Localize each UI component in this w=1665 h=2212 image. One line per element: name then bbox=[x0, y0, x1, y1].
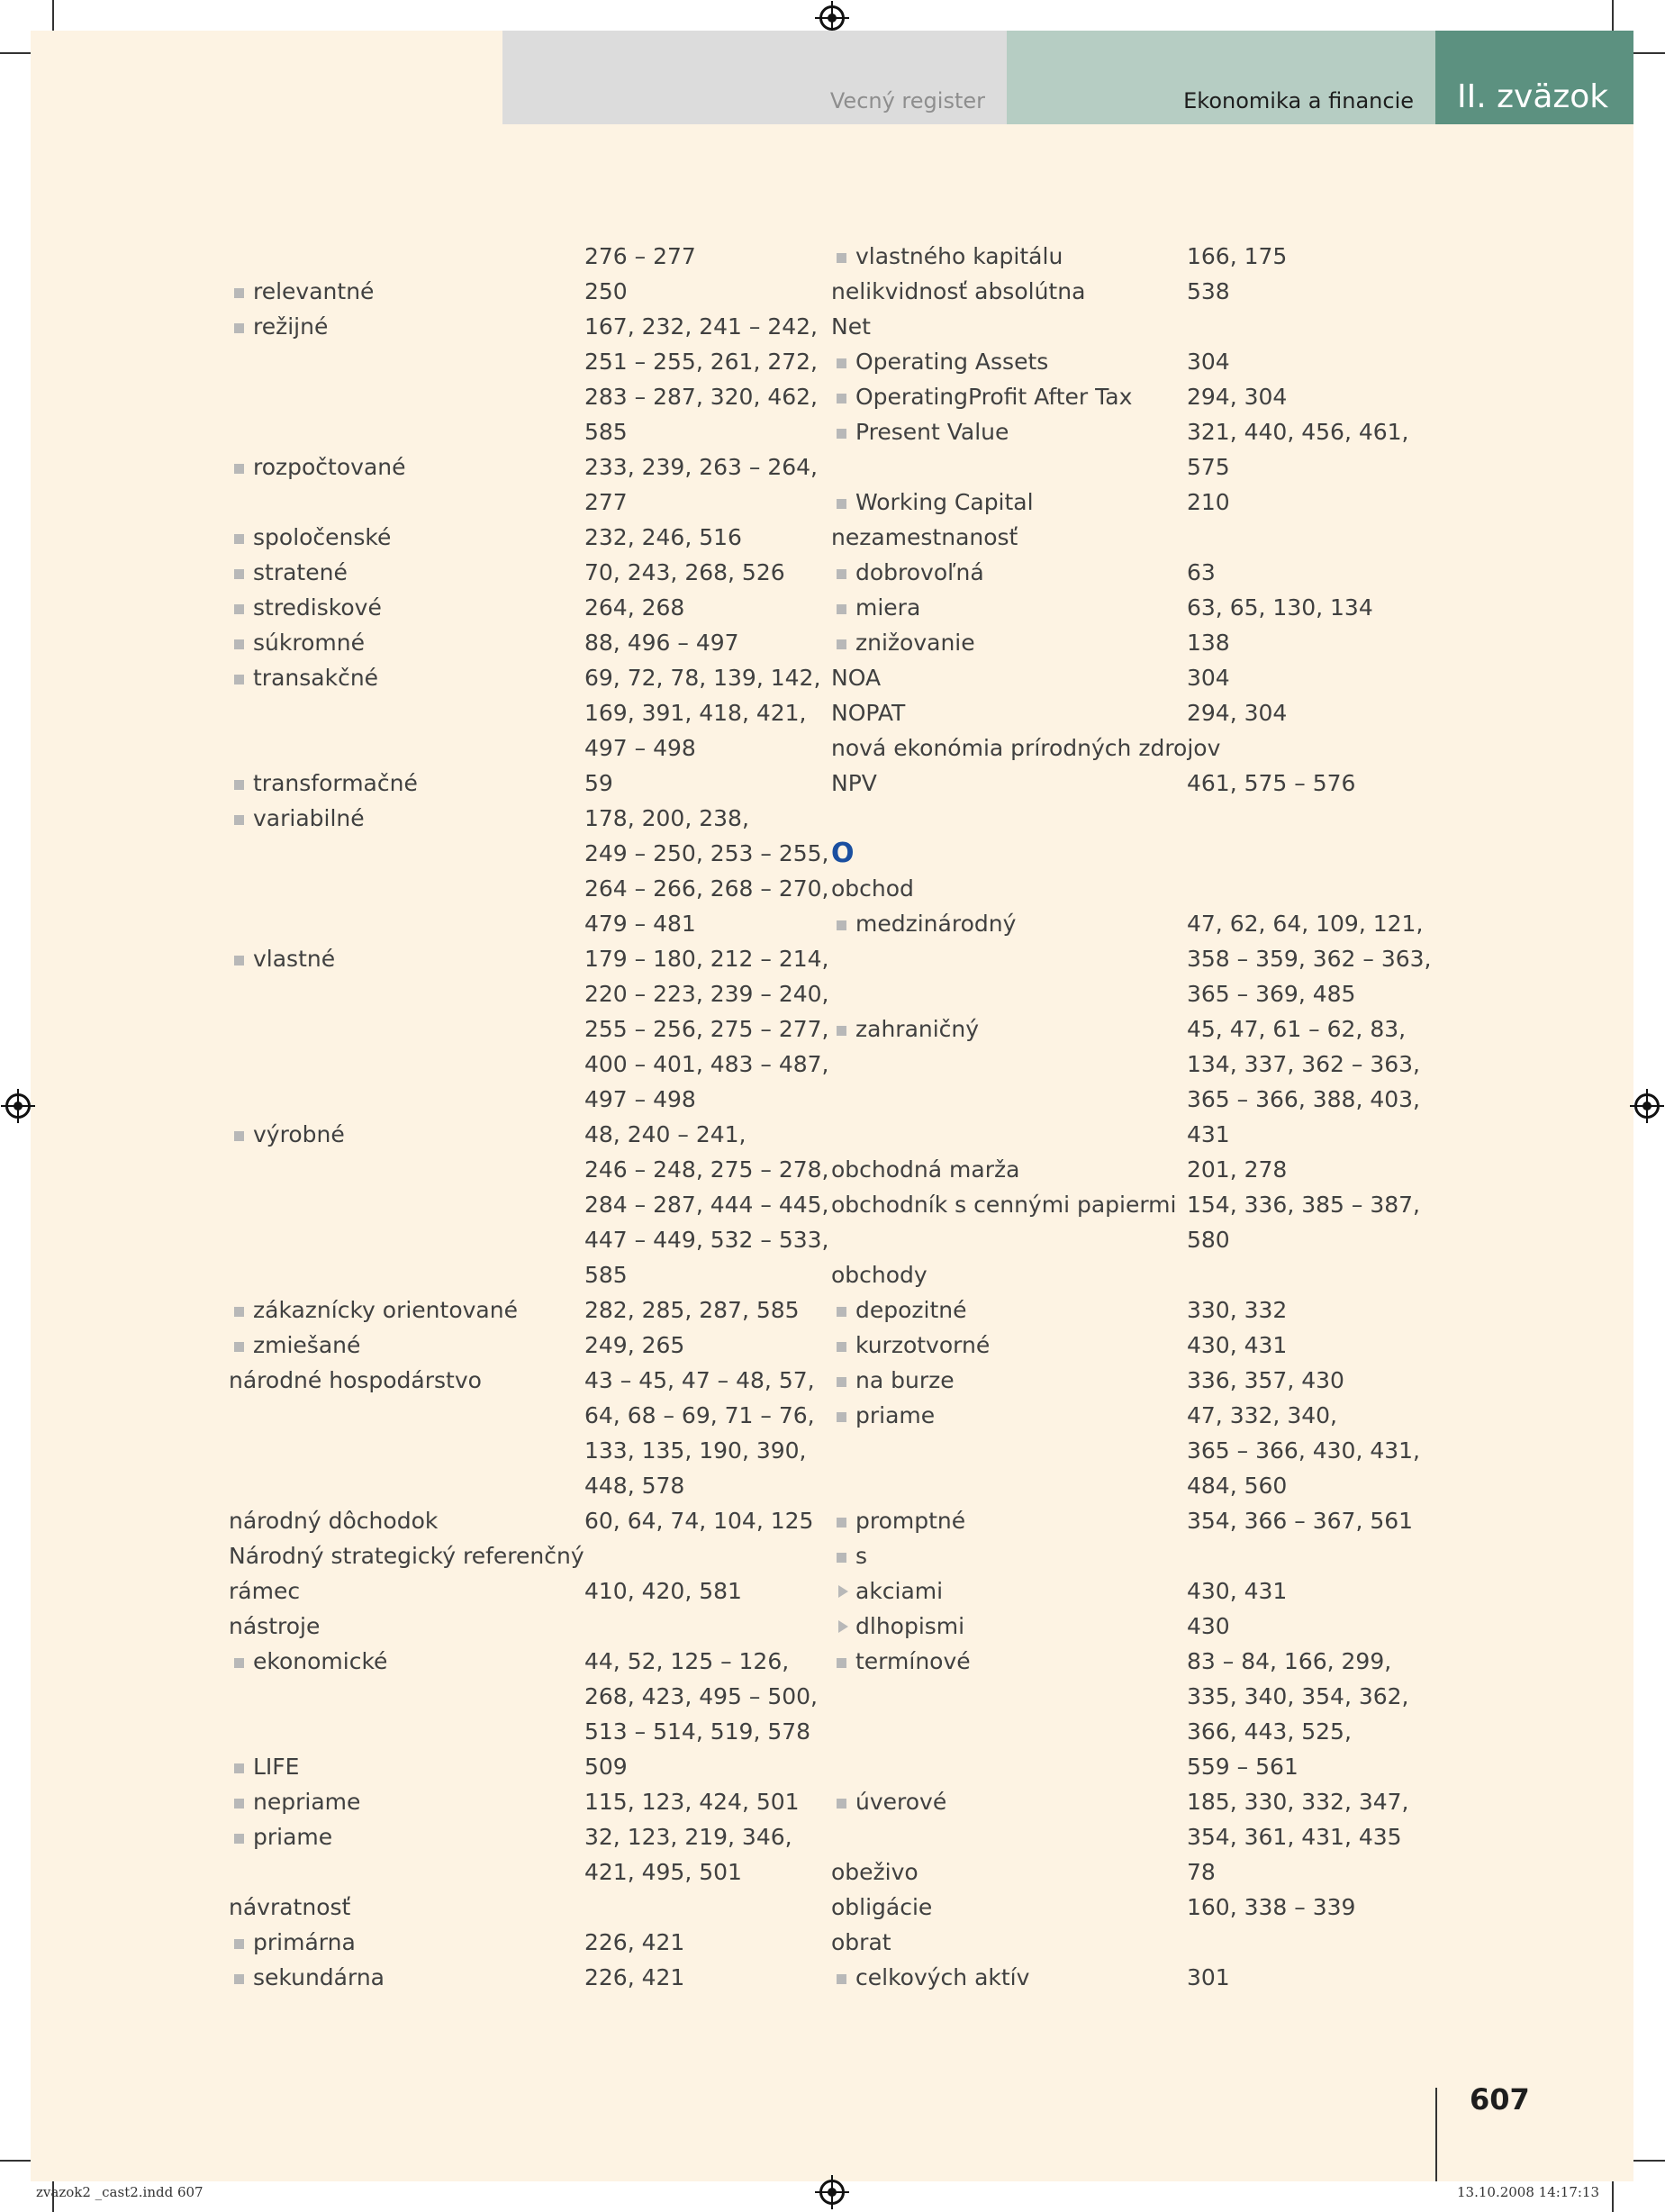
header-subject-tab bbox=[1007, 31, 1435, 124]
header-section-title: Vecný register bbox=[829, 88, 985, 113]
index-pages: 264 – 266, 268 – 270, bbox=[584, 875, 829, 902]
index-term: rámec bbox=[229, 1578, 301, 1604]
index-term: medzinárodný bbox=[855, 911, 1017, 937]
index-pages: 133, 135, 190, 390, bbox=[584, 1437, 807, 1464]
index-term: celkových aktív bbox=[855, 1964, 1030, 1990]
index-pages: 365 – 366, 388, 403, bbox=[1187, 1086, 1420, 1112]
index-pages: 160, 338 – 339 bbox=[1187, 1894, 1356, 1920]
index-term: vlastné bbox=[253, 946, 336, 972]
index-term: nástroje bbox=[229, 1613, 321, 1639]
index-pages: 410, 420, 581 bbox=[584, 1578, 742, 1604]
index-pages: 255 – 256, 275 – 277, bbox=[584, 1016, 829, 1042]
index-pages: 447 – 449, 532 – 533, bbox=[584, 1227, 829, 1253]
index-pages: 233, 239, 263 – 264, bbox=[584, 454, 818, 480]
index-pages: 32, 123, 219, 346, bbox=[584, 1824, 792, 1850]
index-term: zákaznícky orientované bbox=[253, 1297, 518, 1323]
index-term: primárna bbox=[253, 1929, 356, 1955]
index-term: súkromné bbox=[253, 630, 365, 656]
index-term: transformačné bbox=[253, 770, 418, 796]
index-pages: 268, 423, 495 – 500, bbox=[584, 1683, 818, 1709]
index-term: návratnosť bbox=[229, 1894, 351, 1920]
index-pages: 226, 421 bbox=[584, 1929, 685, 1955]
index-pages: 64, 68 – 69, 71 – 76, bbox=[584, 1402, 815, 1428]
page-number: 607 bbox=[1470, 2082, 1530, 2117]
crop-mark bbox=[1612, 0, 1614, 31]
index-pages: 277 bbox=[584, 489, 628, 515]
registration-mark-icon bbox=[819, 2180, 845, 2205]
index-pages: 220 – 223, 239 – 240, bbox=[584, 981, 829, 1007]
index-pages: 580 bbox=[1187, 1227, 1230, 1253]
index-term: sekundárna bbox=[253, 1964, 385, 1990]
index-pages: 251 – 255, 261, 272, bbox=[584, 349, 818, 375]
registration-mark-icon bbox=[819, 5, 845, 31]
index-pages: 48, 240 – 241, bbox=[584, 1121, 747, 1147]
index-pages: 185, 330, 332, 347, bbox=[1187, 1789, 1409, 1815]
index-term: kurzotvorné bbox=[855, 1332, 991, 1358]
index-pages: 83 – 84, 166, 299, bbox=[1187, 1648, 1392, 1674]
index-pages: 575 bbox=[1187, 454, 1230, 480]
index-pages: 69, 72, 78, 139, 142, bbox=[584, 665, 821, 691]
index-pages: 283 – 287, 320, 462, bbox=[584, 384, 818, 410]
index-term: priame bbox=[253, 1824, 333, 1850]
index-pages: 365 – 366, 430, 431, bbox=[1187, 1437, 1420, 1464]
index-term: O bbox=[831, 838, 855, 869]
index-pages: 421, 495, 501 bbox=[584, 1859, 742, 1885]
index-pages: 138 bbox=[1187, 630, 1230, 656]
index-term: nepriame bbox=[253, 1789, 361, 1815]
index-pages: 134, 337, 362 – 363, bbox=[1187, 1051, 1420, 1077]
index-pages: 497 – 498 bbox=[584, 1086, 696, 1112]
index-pages: 336, 357, 430 bbox=[1187, 1367, 1344, 1393]
index-term: s bbox=[855, 1543, 868, 1569]
index-pages: 301 bbox=[1187, 1964, 1230, 1990]
index-term: ekonomické bbox=[253, 1648, 388, 1674]
index-pages: 304 bbox=[1187, 349, 1230, 375]
index-pages: 321, 440, 456, 461, bbox=[1187, 419, 1409, 445]
registration-mark-icon bbox=[1634, 1093, 1660, 1119]
index-term: miera bbox=[855, 594, 921, 621]
index-pages: 497 – 498 bbox=[584, 735, 696, 761]
index-term: obligácie bbox=[831, 1894, 933, 1920]
index-pages: 179 – 180, 212 – 214, bbox=[584, 946, 829, 972]
index-term: akciami bbox=[855, 1578, 944, 1604]
header-volume-tab bbox=[1435, 31, 1633, 124]
index-pages: 365 – 369, 485 bbox=[1187, 981, 1356, 1007]
index-pages: 154, 336, 385 – 387, bbox=[1187, 1192, 1420, 1218]
index-pages: 88, 496 – 497 bbox=[584, 630, 739, 656]
index-pages: 335, 340, 354, 362, bbox=[1187, 1683, 1409, 1709]
index-pages: 166, 175 bbox=[1187, 243, 1288, 269]
index-term: priame bbox=[855, 1402, 936, 1428]
index-term: nezamestnanosť bbox=[831, 524, 1018, 550]
index-term: dlhopismi bbox=[855, 1613, 965, 1639]
crop-mark bbox=[52, 0, 54, 31]
index-pages: 354, 361, 431, 435 bbox=[1187, 1824, 1402, 1850]
index-term: NOPAT bbox=[831, 700, 906, 726]
page-number-divider bbox=[1435, 2088, 1437, 2181]
index-pages: 282, 285, 287, 585 bbox=[584, 1297, 800, 1323]
index-term: obchod bbox=[831, 875, 914, 902]
crop-mark bbox=[0, 2160, 31, 2162]
index-term: transakčné bbox=[253, 665, 379, 691]
index-term: Net bbox=[831, 313, 871, 340]
index-pages: 585 bbox=[584, 1262, 628, 1288]
header-subject-title: Ekonomika a financie bbox=[1183, 88, 1414, 113]
index-term: obeživo bbox=[831, 1859, 918, 1885]
index-pages: 169, 391, 418, 421, bbox=[584, 700, 807, 726]
index-pages: 250 bbox=[584, 278, 628, 304]
index-pages: 294, 304 bbox=[1187, 700, 1288, 726]
index-pages: 509 bbox=[584, 1754, 628, 1780]
index-term: relevantné bbox=[253, 278, 375, 304]
index-term: dobrovoľná bbox=[855, 559, 984, 585]
index-term: obchodník s cennými papiermi bbox=[831, 1192, 1177, 1218]
index-pages: 45, 47, 61 – 62, 83, bbox=[1187, 1016, 1407, 1042]
index-pages: 294, 304 bbox=[1187, 384, 1288, 410]
index-term: vlastného kapitálu bbox=[855, 243, 1063, 269]
index-pages: 461, 575 – 576 bbox=[1187, 770, 1356, 796]
index-pages: 63 bbox=[1187, 559, 1216, 585]
index-term: strediskové bbox=[253, 594, 382, 621]
index-term: obchodná marža bbox=[831, 1156, 1020, 1183]
index-pages: 304 bbox=[1187, 665, 1230, 691]
index-pages: 330, 332 bbox=[1187, 1297, 1288, 1323]
index-term: znižovanie bbox=[855, 630, 975, 656]
index-pages: 167, 232, 241 – 242, bbox=[584, 313, 818, 340]
index-pages: 63, 65, 130, 134 bbox=[1187, 594, 1373, 621]
footer-timestamp: 13.10.2008 14:17:13 bbox=[1457, 2184, 1600, 2200]
index-pages: 232, 246, 516 bbox=[584, 524, 742, 550]
crop-mark bbox=[1633, 2160, 1665, 2162]
index-term: na burze bbox=[855, 1367, 955, 1393]
index-pages: 249 – 250, 253 – 255, bbox=[584, 840, 829, 866]
index-term: národné hospodárstvo bbox=[229, 1367, 482, 1393]
index-term: depozitné bbox=[855, 1297, 967, 1323]
index-pages: 448, 578 bbox=[584, 1473, 685, 1499]
index-term: nelikvidnosť absolútna bbox=[831, 278, 1086, 304]
index-pages: 43 – 45, 47 – 48, 57, bbox=[584, 1367, 815, 1393]
footer-file-info: zvazok2 _cast2.indd 607 bbox=[36, 2184, 204, 2200]
index-term: Working Capital bbox=[855, 489, 1034, 515]
index-term: obrat bbox=[831, 1929, 891, 1955]
index-pages: 44, 52, 125 – 126, bbox=[584, 1648, 790, 1674]
index-pages: 430, 431 bbox=[1187, 1332, 1288, 1358]
index-term: obchody bbox=[831, 1262, 928, 1288]
index-pages: 479 – 481 bbox=[584, 911, 696, 937]
index-term: LIFE bbox=[253, 1754, 300, 1780]
crop-mark bbox=[1612, 2181, 1614, 2212]
index-term: stratené bbox=[253, 559, 348, 585]
index-pages: 276 – 277 bbox=[584, 243, 696, 269]
index-pages: 513 – 514, 519, 578 bbox=[584, 1718, 811, 1745]
index-term: termínové bbox=[855, 1648, 971, 1674]
index-term: variabilné bbox=[253, 805, 365, 831]
index-term: Present Value bbox=[855, 419, 1009, 445]
index-term: promptné bbox=[855, 1508, 966, 1534]
index-pages: 78 bbox=[1187, 1859, 1216, 1885]
index-term: nová ekonómia prírodných zdrojov bbox=[831, 735, 1221, 761]
index-pages: 115, 123, 424, 501 bbox=[584, 1789, 800, 1815]
index-pages: 585 bbox=[584, 419, 628, 445]
index-pages: 354, 366 – 367, 561 bbox=[1187, 1508, 1414, 1534]
index-term: výrobné bbox=[253, 1121, 345, 1147]
index-pages: 284 – 287, 444 – 445, bbox=[584, 1192, 829, 1218]
index-pages: 210 bbox=[1187, 489, 1230, 515]
index-term: úverové bbox=[855, 1789, 947, 1815]
index-term: zahraničný bbox=[855, 1016, 980, 1042]
header-section-tab bbox=[502, 31, 1007, 124]
index-term: NOA bbox=[831, 665, 882, 691]
index-pages: 264, 268 bbox=[584, 594, 685, 621]
index-pages: 201, 278 bbox=[1187, 1156, 1288, 1183]
index-pages: 70, 243, 268, 526 bbox=[584, 559, 785, 585]
index-pages: 431 bbox=[1187, 1121, 1230, 1147]
index-term: OperatingProfit After Tax bbox=[855, 384, 1133, 410]
index-term: Operating Assets bbox=[855, 349, 1049, 375]
index-term: Národný strategický referenčný bbox=[229, 1543, 584, 1569]
index-pages: 484, 560 bbox=[1187, 1473, 1288, 1499]
index-pages: 249, 265 bbox=[584, 1332, 685, 1358]
index-pages: 559 – 561 bbox=[1187, 1754, 1299, 1780]
index-pages: 178, 200, 238, bbox=[584, 805, 749, 831]
index-term: národný dôchodok bbox=[229, 1508, 439, 1534]
crop-mark bbox=[0, 52, 31, 54]
index-pages: 47, 62, 64, 109, 121, bbox=[1187, 911, 1424, 937]
index-term: spoločenské bbox=[253, 524, 392, 550]
index-pages: 366, 443, 525, bbox=[1187, 1718, 1352, 1745]
index-pages: 246 – 248, 275 – 278, bbox=[584, 1156, 829, 1183]
index-pages: 60, 64, 74, 104, 125 bbox=[584, 1508, 814, 1534]
index-pages: 430 bbox=[1187, 1613, 1230, 1639]
index-term: NPV bbox=[831, 770, 877, 796]
index-term: rozpočtované bbox=[253, 454, 406, 480]
index-pages: 59 bbox=[584, 770, 613, 796]
index-pages: 226, 421 bbox=[584, 1964, 685, 1990]
index-term: režijné bbox=[253, 313, 329, 340]
index-pages: 47, 332, 340, bbox=[1187, 1402, 1337, 1428]
index-pages: 358 – 359, 362 – 363, bbox=[1187, 946, 1432, 972]
index-pages: 538 bbox=[1187, 278, 1230, 304]
registration-mark-icon bbox=[5, 1093, 31, 1119]
crop-mark bbox=[1633, 52, 1665, 54]
index-pages: 430, 431 bbox=[1187, 1578, 1288, 1604]
index-pages: 400 – 401, 483 – 487, bbox=[584, 1051, 829, 1077]
index-term: zmiešané bbox=[253, 1332, 361, 1358]
header-volume-title: II. zväzok bbox=[1457, 78, 1609, 115]
